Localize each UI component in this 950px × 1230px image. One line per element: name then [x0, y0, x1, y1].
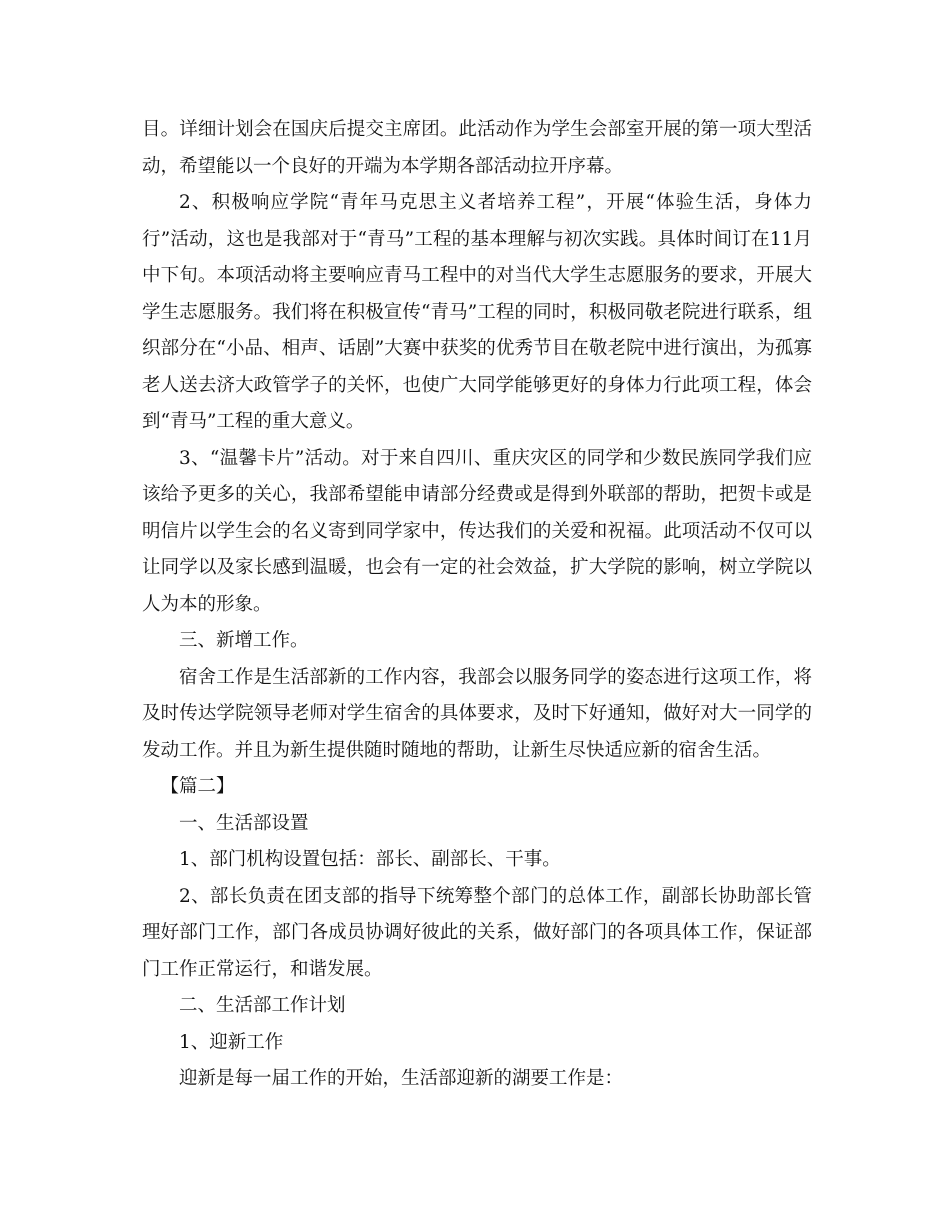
paragraph-continuation: 目。详细计划会在国庆后提交主席团。此活动作为学生会部室开展的第一项大型活动，希望能以一个良好的开端为本学期各部活动拉开序幕。	[142, 119, 812, 177]
paragraph-item-3: 3、“温馨卡片”活动。对于来自四川、重庆灾区的同学和少数民族同学我们应该给予更多的关心，我部希望能申请部分经费或是得到外联部的帮助，把贺卡或是明信片以学生会的名义寄到同学家中，传达我们的关爱和祝福。此项活动不仅可以让同学以及家长感到温暖，也会有一定的社会效益，扩大学院的影响，树立学院以人为本的形象。	[142, 447, 812, 615]
paragraph-setup-1: 1、部门机构设置包括：部长、副部长、干事。	[179, 849, 561, 870]
paragraph-item-2: 2、积极响应学院“青年马克思主义者培养工程”，开展“体验生活，身体力行”活动，这也是我部对于“青马”工程的基本理解与初次实践。具体时间订在11月中下旬。本项活动将主要响应青马工程中的对当代大学生志愿服务的要求，开展大学生志愿服务。我们将在积极宣传“青马”工程的同时，积极同敬老院进行联系，组织部分在“小品、相声、话剧”大赛中获奖的优秀节目在敬老院中进行演出，为孤寡老人送去济大政管学子的关怀，也使广大同学能够更好的身体力行此项工程，体会到“青马”工程的重大意义。	[142, 192, 812, 432]
paragraph-setup-2: 2、部长负责在团支部的指导下统筹整个部门的总体工作，副部长协助部长管理好部门工作，部门各成员协调好彼此的关系，做好部门的各项具体工作，保证部门工作正常运行，和谐发展。	[142, 885, 812, 980]
document-body	[142, 112, 812, 1098]
paragraph-welcome: 迎新是每一届工作的开始，生活部迎新的湖要工作是：	[179, 1068, 624, 1089]
paragraph-dorm-work: 宿舍工作是生活部新的工作内容，我部会以服务同学的姿态进行这项工作，将及时传达学院领导老师对学生宿舍的具体要求，及时下好通知，做好对大一同学的发动工作。并且为新生提供随时随地的帮助，让新生尽快适应新的宿舍生活。	[142, 666, 812, 761]
subheading-welcome: 1、迎新工作	[179, 1031, 284, 1053]
section-heading-setup: 一、生活部设置	[179, 812, 309, 834]
section-heading-plan: 二、生活部工作计划	[179, 995, 346, 1016]
section-heading-part-two: 【篇二】	[160, 776, 235, 797]
section-heading-new-work: 三、新增工作。	[179, 630, 309, 651]
